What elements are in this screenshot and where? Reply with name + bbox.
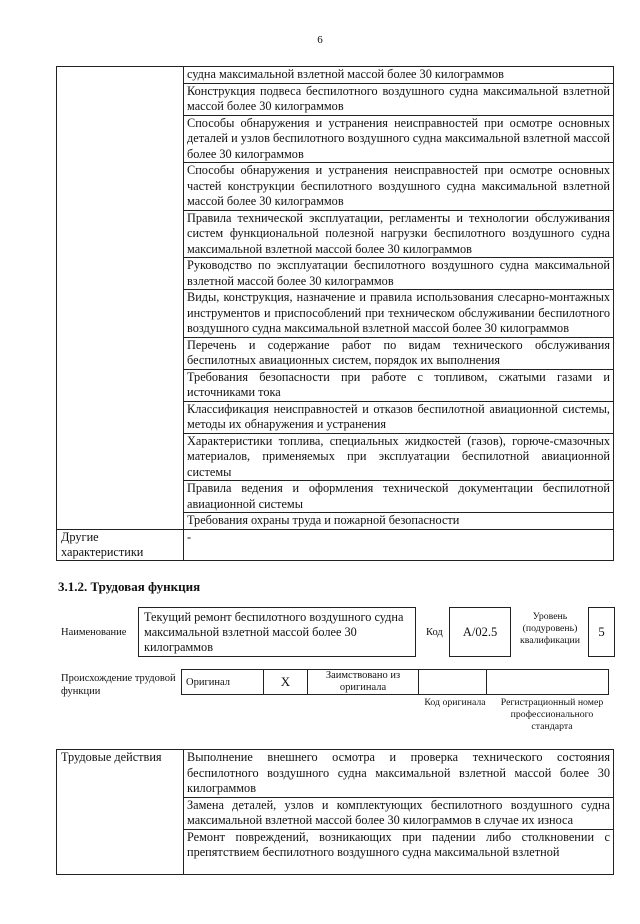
page-number: 6 xyxy=(317,34,323,46)
knowledge-item: Правила ведения и оформления технической документации беспилотной авиационной системы xyxy=(184,481,614,513)
labor-action-item: Замена деталей, узлов и комплектующих беспилотного воздушного судна максимальной взлетной массой более 30 килограммов в случае их износа xyxy=(184,797,614,829)
function-name-box: Текущий ремонт беспилотного воздушного судна максимальной взлетной массой более 30 килограммов xyxy=(138,607,416,657)
knowledge-item: Правила технической эксплуатации, регламенты и технологии обслуживания систем функциональной полезной нагрузки беспилотного воздушного судна максимальной взлетной массой более 30 килограммов xyxy=(184,210,614,258)
qualification-level-label: Уровень (подуровень) квалификации xyxy=(519,611,581,646)
required-knowledge-table xyxy=(56,66,614,561)
knowledge-item: Требования охраны труда и пожарной безопасности xyxy=(184,513,614,530)
labor-actions-label: Трудовые действия xyxy=(57,750,184,875)
code-value-box: A/02.5 xyxy=(449,607,511,657)
code-original-cell xyxy=(419,670,487,695)
name-label: Наименование xyxy=(61,627,127,638)
knowledge-item: Способы обнаружения и устранения неисправностей при осмотре основных частей конструкции беспилотного воздушного судна максимальной взлетной массой более 30 килограммов xyxy=(184,163,614,211)
origin-table xyxy=(181,669,609,695)
reg-number-label: Регистрационный номер профессионального стандарта xyxy=(500,697,604,732)
section-heading: 3.1.2. Трудовая функция xyxy=(58,579,201,594)
knowledge-item: судна максимальной взлетной массой более 30 килограммов xyxy=(184,67,614,84)
origin-label: Происхождение трудовой функции xyxy=(61,673,176,697)
labor-actions-table xyxy=(56,749,614,875)
table-row xyxy=(57,750,614,798)
knowledge-item: Способы обнаружения и устранения неисправностей при осмотре основных деталей и узлов беспилотного воздушного судна максимальной взлетной массой более 30 килограммов xyxy=(184,115,614,163)
knowledge-item: Характеристики топлива, специальных жидкостей (газов), горюче-смазочных материалов, применяемых при эксплуатации беспилотной авиационной системы xyxy=(184,433,614,481)
other-characteristics-value: - xyxy=(184,529,614,560)
knowledge-item: Виды, конструкция, назначение и правила использования слесарно-монтажных инструментов и приспособлений при техническом обслуживании беспилотного воздушного судна максимальной взлетной массой более 30 килограммов xyxy=(184,290,614,338)
code-original-label: Код оригинала xyxy=(424,697,486,708)
code-label: Код xyxy=(426,627,443,638)
knowledge-item: Требования безопасности при работе с топливом, сжатыми газами и источниками тока xyxy=(184,369,614,401)
table-row xyxy=(57,67,614,84)
knowledge-item: Руководство по эксплуатации беспилотного воздушного судна максимальной взлетной массой более 30 килограммов xyxy=(184,258,614,290)
borrowed-label: Заимствовано из оригинала xyxy=(308,670,419,695)
labor-action-item: Выполнение внешнего осмотра и проверка технического состояния беспилотного воздушного судна максимальной взлетной массой более 30 килограммов xyxy=(184,750,614,798)
left-label-cell xyxy=(57,67,184,530)
original-label: Оригинал xyxy=(182,670,264,695)
table-row xyxy=(57,529,614,560)
knowledge-item: Перечень и содержание работ по видам технического обслуживания беспилотных авиационных систем, порядок их выполнения xyxy=(184,337,614,369)
labor-action-item: Ремонт повреждений, возникающих при падении либо столкновении с препятствием беспилотного воздушного судна максимальной взлетной xyxy=(184,829,614,874)
reg-number-cell xyxy=(487,670,609,695)
original-mark: X xyxy=(264,670,308,695)
qualification-level-box: 5 xyxy=(588,607,615,657)
knowledge-item: Конструкция подвеса беспилотного воздушного судна максимальной взлетной массой более 30 килограммов xyxy=(184,83,614,115)
other-characteristics-label: Другие характеристики xyxy=(57,529,184,560)
knowledge-item: Классификация неисправностей и отказов беспилотной авиационной системы, методы их обнаружения и устранения xyxy=(184,401,614,433)
